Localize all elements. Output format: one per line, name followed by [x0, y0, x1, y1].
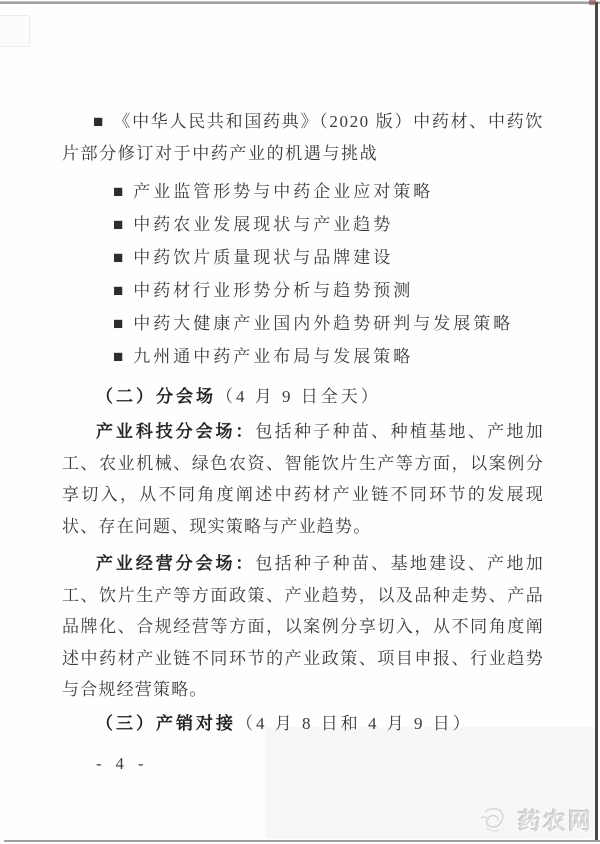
scan-corner-artifact [0, 15, 30, 47]
bullet-item-text: 中药材行业形势分析与趋势预测 [133, 281, 414, 300]
bullet-item-text: 九州通中药产业布局与发展策略 [133, 347, 414, 366]
bullet-square-icon: ■ [113, 314, 124, 333]
paragraph-tech-subforum [62, 416, 544, 542]
section-heading-title: （二）分会场 [96, 387, 216, 406]
bullet-item [113, 243, 544, 273]
bullet-item-text: 《中华人民共和国药典》（2020 版）中药材、中药饮片部分修订对于中药产业的机遇与挑战 [62, 112, 544, 163]
scan-corner-mark [589, 0, 596, 5]
scan-bottom-border [4, 840, 600, 842]
paragraph-text: 包括种子种苗、基地建设、产地加工、饮片生产等方面政策、产业趋势，以及品种走势、产品品牌化、合规经营等方面，以案例分享切入，从不同角度阐述中药材产业链不同环节的产业政策、项目申报、行业趋势与合规经营策略。 [62, 554, 544, 699]
document-body [62, 0, 544, 774]
watermark-text: 药农网 [518, 808, 593, 834]
bullet-list [62, 177, 544, 372]
bullet-square-icon: ■ [93, 112, 104, 131]
bullet-item [113, 177, 544, 207]
bullet-item [113, 276, 544, 306]
bullet-square-icon: ■ [113, 215, 124, 234]
bullet-square-icon: ■ [113, 182, 124, 201]
watermark [479, 803, 593, 836]
bullet-square-icon: ■ [113, 281, 124, 300]
bullet-item-text: 中药饮片质量现状与品牌建设 [133, 248, 394, 267]
scan-right-border [595, 2, 598, 842]
bullet-item [62, 106, 544, 170]
paragraph-lead: 产业经营分会场： [96, 554, 256, 573]
section-heading-note: （4 月 8 日和 4 月 9 日） [236, 713, 473, 733]
yaonongwang-logo-icon [479, 804, 513, 836]
bullet-item-text: 产业监管形势与中药企业应对策略 [133, 182, 434, 201]
paragraph-business-subforum [62, 548, 544, 706]
bullet-item-text: 中药农业发展现状与产业趋势 [133, 215, 394, 234]
paragraph-lead: 产业科技分会场： [96, 422, 256, 441]
page-number: - 4 - [96, 753, 149, 773]
bullet-item-text: 中药大健康产业国内外趋势研判与发展策略 [133, 314, 514, 333]
bullet-square-icon: ■ [113, 248, 124, 267]
section-heading-2 [62, 380, 544, 413]
section-heading-3 [62, 707, 544, 740]
bullet-item [113, 342, 544, 372]
bullet-item [113, 309, 544, 339]
bullet-square-icon: ■ [113, 347, 124, 366]
section-heading-title: （三）产销对接 [96, 713, 236, 733]
bullet-item [113, 210, 544, 240]
paragraph-text: 包括种子种苗、种植基地、产地加工、农业机械、绿色农资、智能饮片生产等方面，以案例分享切入，从不同角度阐述中药材产业链不同环节的发展现状、存在问题、现实策略与产业趋势。 [62, 422, 544, 536]
section-heading-note: （4 月 9 日全天） [216, 387, 381, 406]
